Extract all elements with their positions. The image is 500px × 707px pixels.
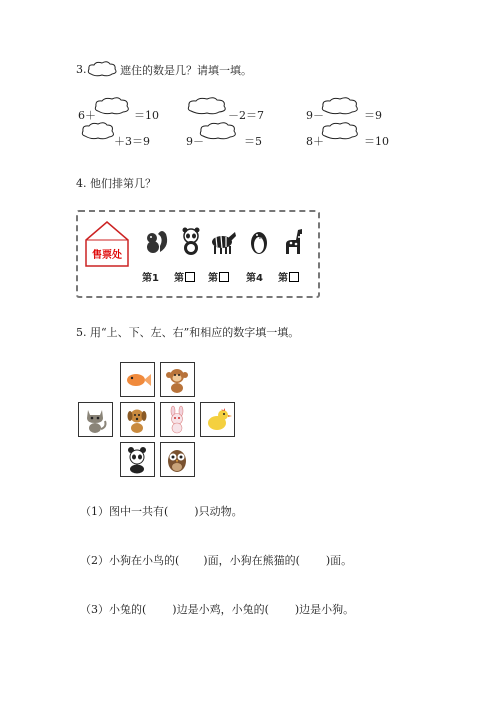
q3-prompt: 遮住的数是几？请填一填。 [120,64,252,77]
position-label [142,269,159,284]
squirrel-icon [142,226,172,256]
eq-before: 8＋ [306,135,324,148]
text: )面，小狗在熊猫的( [203,554,300,567]
giraffe-icon [278,226,308,256]
ticket-booth-label: 售票处 [92,250,122,261]
position-text: 第4 [246,273,263,284]
position-label [174,269,195,284]
eq-after: －2＝7 [228,109,264,122]
grid-cell-owl [160,442,195,477]
monkey-icon [163,365,192,394]
q5-sub2 [80,552,352,568]
eq-after: ＝10 [364,135,389,148]
text: )只动物。 [194,505,243,518]
text: （3）小兔的( [80,603,147,616]
eq-after: ＝5 [244,135,262,148]
position-label [278,269,299,284]
position-text: 第 [174,273,184,284]
text: )边是小鸡，小兔的( [172,603,269,616]
penguin-icon [244,226,274,256]
position-text: 第1 [142,273,159,284]
grid-cell-fish [120,362,155,397]
text: （2）小狗在小鸟的( [80,554,180,567]
grid-cell-cat [78,402,113,437]
cat-icon [81,405,110,434]
eq-before: 9－ [186,135,204,148]
grid-cell-monkey [160,362,195,397]
answer-box[interactable] [185,272,195,282]
q5-title: 5. 用“上、下、左、右”和相应的数字填一填。 [76,326,300,339]
rabbit-icon [163,405,192,434]
cloud-icon [93,96,131,116]
q4-title: 4. 他们排第几？ [76,177,156,190]
grid-cell-chick [200,402,235,437]
cloud-icon [86,60,118,78]
cloud-icon [186,96,228,116]
position-label [208,269,229,284]
answer-box[interactable] [219,272,229,282]
cloud-icon [320,96,360,116]
q5-sub1 [80,503,243,519]
ticket-queue-picture [76,210,320,298]
text: )面。 [325,554,353,567]
grid-cell-panda [120,442,155,477]
text: )边是小狗。 [294,603,355,616]
panda-icon [176,226,206,256]
eq-after: ＝10 [134,109,159,122]
fish-icon [123,365,152,394]
panda-icon [123,445,152,474]
eq-before: 6＋ [78,109,96,122]
position-text: 第 [208,273,218,284]
zebra-icon [208,226,238,256]
eq-after: ＝9 [364,109,382,122]
answer-box[interactable] [289,272,299,282]
text: （1）图中一共有( [80,505,169,518]
chick-icon [203,405,232,434]
eq-before: 9－ [306,109,324,122]
grid-cell-rabbit [160,402,195,437]
position-label [246,269,263,284]
cloud-icon [198,121,238,141]
q5-sub3 [80,601,354,617]
eq-after: ＋3＝9 [114,135,150,148]
dog-icon [123,405,152,434]
q3-number: 3. [76,63,87,76]
position-text: 第 [278,273,288,284]
owl-icon [163,445,192,474]
cloud-icon [320,121,360,141]
cloud-icon [80,121,116,141]
grid-cell-dog [120,402,155,437]
